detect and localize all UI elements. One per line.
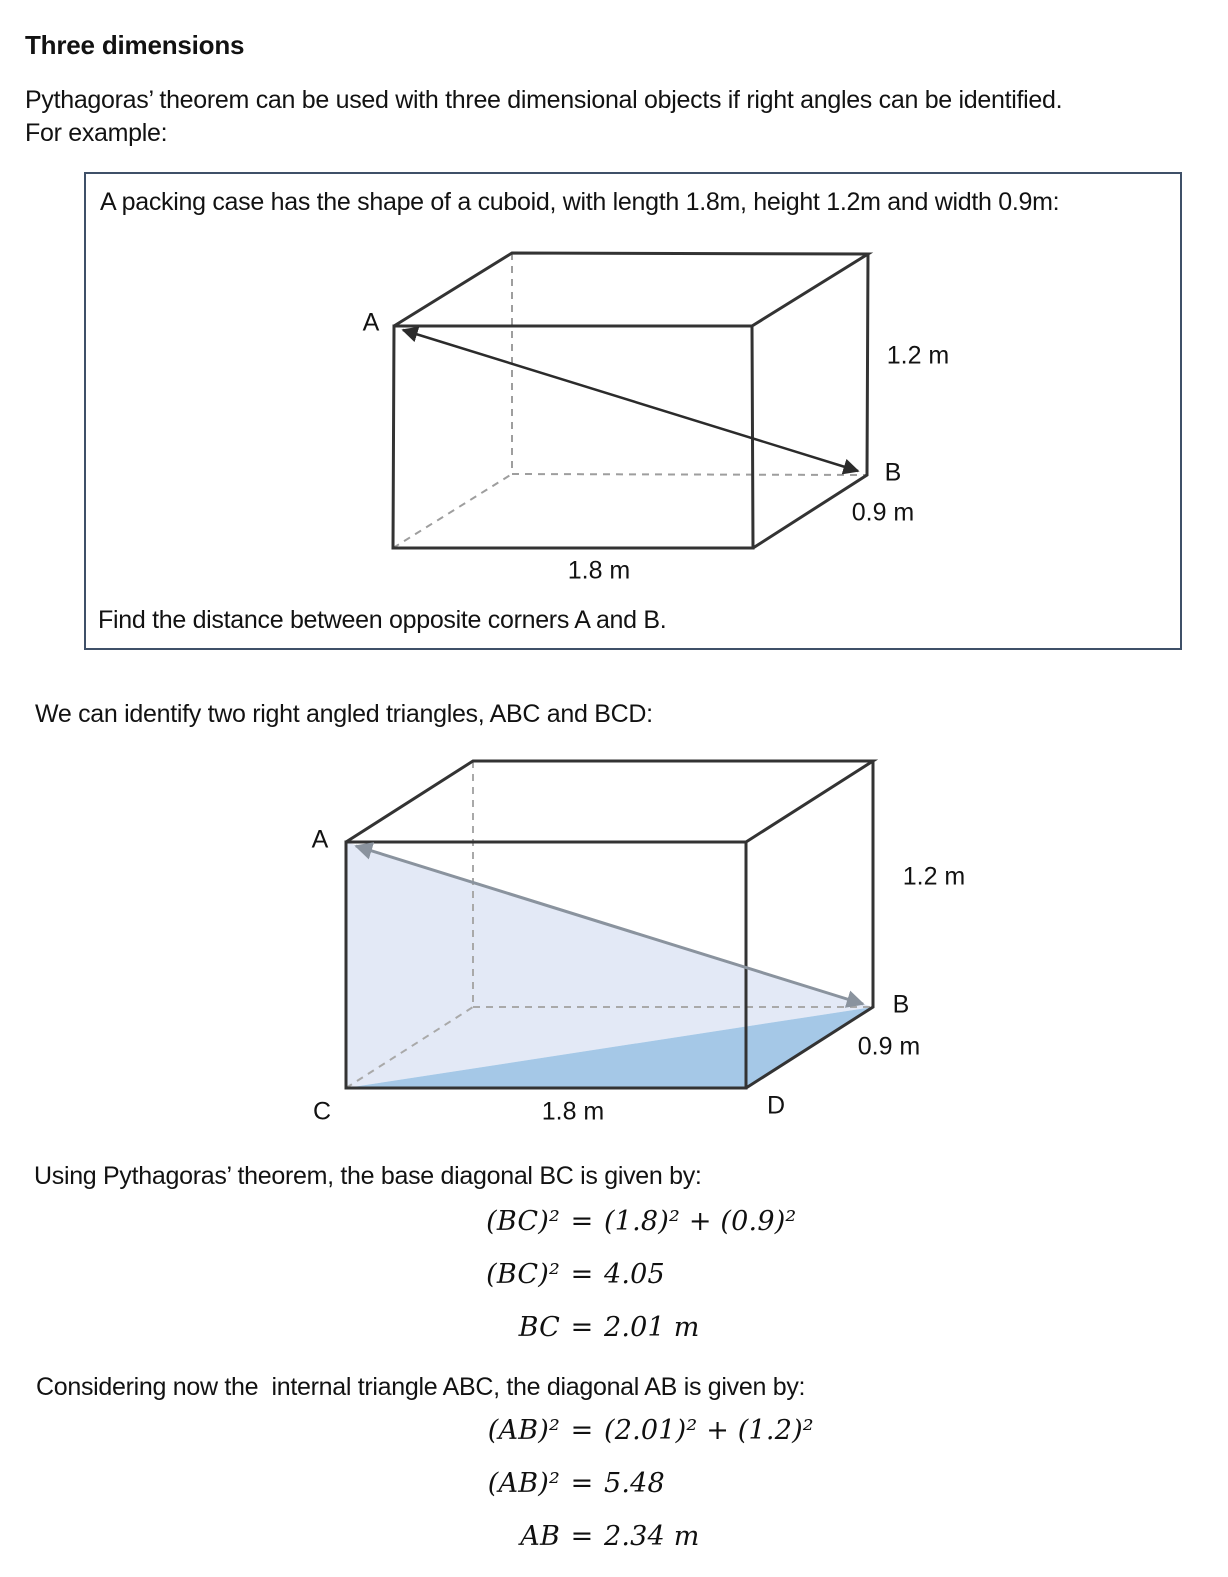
equation-lhs: BC xyxy=(518,1312,560,1343)
intro-line-1: Pythagoras’ theorem can be used with three dimensional objects if right angles can be identified. xyxy=(25,86,1063,114)
d2-length-label: 1.8 m xyxy=(541,1097,605,1126)
equation-lhs: AB xyxy=(520,1521,560,1552)
d1-length-label: 1.8 m xyxy=(567,556,631,585)
d2-width-label: 0.9 m xyxy=(857,1032,921,1061)
equation-row xyxy=(0,1520,1228,1554)
equation-rhs: 5.48 xyxy=(604,1468,665,1499)
equals-sign: = xyxy=(570,1312,594,1343)
working-bc-equations xyxy=(0,1205,1228,1364)
equation-row xyxy=(0,1414,1228,1448)
equals-sign: = xyxy=(570,1206,594,1237)
equation-lhs: (BC)² xyxy=(486,1206,560,1237)
equation-rhs: 2.34 m xyxy=(604,1521,700,1552)
equation-rhs: (1.8)² + (0.9)² xyxy=(604,1206,797,1237)
working-ab-intro: Considering now the internal triangle ABC, the diagonal AB is given by: xyxy=(36,1373,806,1401)
equation-row xyxy=(0,1467,1228,1501)
cuboid-1-front-face xyxy=(393,326,753,548)
equation-rhs: 4.05 xyxy=(604,1259,665,1290)
equation-row xyxy=(0,1258,1228,1292)
equation-lhs: (BC)² xyxy=(486,1259,560,1290)
d2-corner-d-label: D xyxy=(766,1091,786,1120)
d1-corner-b-label: B xyxy=(884,458,902,487)
working-ab-equations xyxy=(0,1414,1228,1573)
d2-corner-b-label: B xyxy=(892,990,910,1019)
equals-sign: = xyxy=(570,1468,594,1499)
equation-row xyxy=(0,1205,1228,1239)
equation-row xyxy=(0,1311,1228,1345)
equation-rhs: (2.01)² + (1.2)² xyxy=(604,1415,814,1446)
middle-text: We can identify two right angled triangles, ABC and BCD: xyxy=(35,700,653,728)
working-bc-intro: Using Pythagoras’ theorem, the base diagonal BC is given by: xyxy=(34,1162,702,1190)
d2-corner-a-label: A xyxy=(311,825,329,854)
example-prompt: A packing case has the shape of a cuboid, with length 1.8m, height 1.2m and width 0.9m: xyxy=(100,188,1060,216)
intro-line-2: For example: xyxy=(25,119,168,147)
d2-corner-c-label: C xyxy=(312,1097,332,1126)
page-title: Three dimensions xyxy=(25,30,245,60)
equation-rhs: 2.01 m xyxy=(604,1312,700,1343)
example-question: Find the distance between opposite corners A and B. xyxy=(98,606,667,634)
equation-lhs: (AB)² xyxy=(487,1468,560,1499)
equation-lhs: (AB)² xyxy=(487,1415,560,1446)
d1-corner-a-label: A xyxy=(362,308,380,337)
d1-width-label: 0.9 m xyxy=(851,498,915,527)
d2-height-label: 1.2 m xyxy=(902,862,966,891)
cuboid-diagram-2 xyxy=(346,761,873,1088)
diagonal-ab-arrow-1 xyxy=(403,330,858,471)
equals-sign: = xyxy=(570,1415,594,1446)
d1-height-label: 1.2 m xyxy=(886,341,950,370)
equals-sign: = xyxy=(570,1521,594,1552)
cuboid-diagram-1 xyxy=(393,253,868,548)
equals-sign: = xyxy=(570,1259,594,1290)
